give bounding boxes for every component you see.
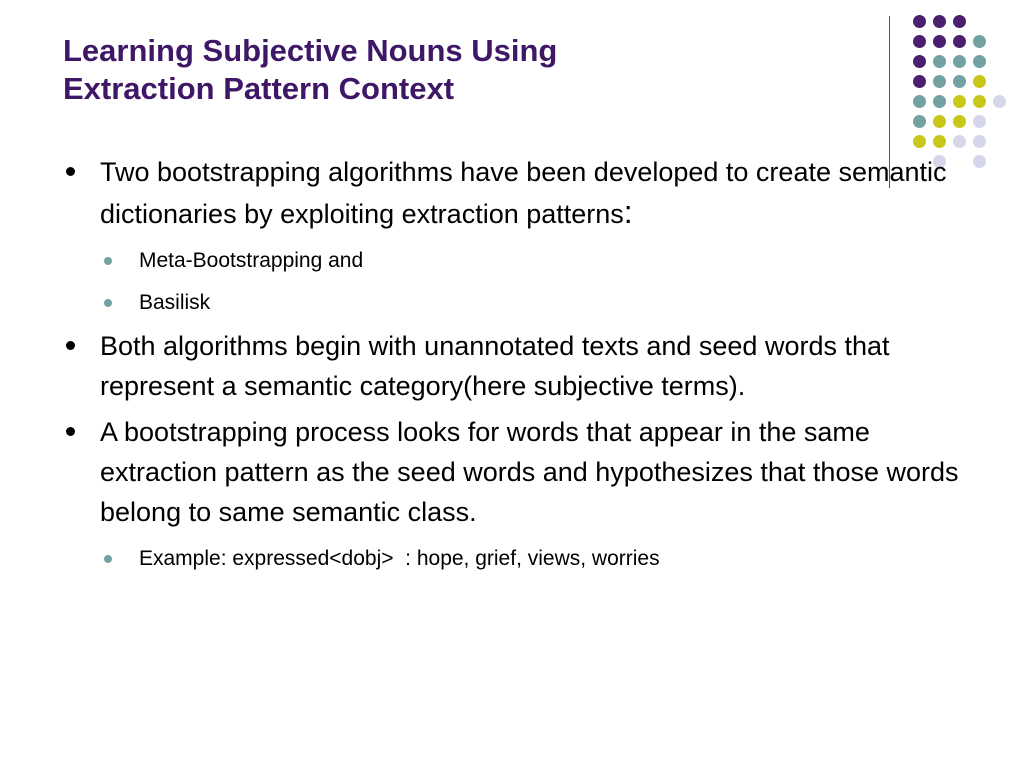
bullet-dot-icon (66, 427, 75, 436)
bullet-text: Both algorithms begin with unannotated texts and seed words that represent a semantic category(here subjective terms). (100, 331, 890, 401)
decorative-dot (973, 115, 986, 128)
decorative-dot (933, 115, 946, 128)
sub-bullet-text: Basilisk (139, 291, 211, 314)
slide-body (66, 152, 966, 580)
bullet-item (66, 412, 966, 532)
decorative-dot (973, 75, 986, 88)
decorative-dot (973, 35, 986, 48)
slide-title-line-1: Learning Subjective Nouns Using (63, 33, 558, 68)
decorative-dot (913, 55, 926, 68)
bullet-item (66, 152, 966, 234)
decorative-dot (933, 55, 946, 68)
decorative-dot (933, 135, 946, 148)
bullet-text: Two bootstrapping algorithms have been developed to create semantic dictionaries by exploiting extraction patterns (100, 157, 947, 229)
decorative-dot (933, 95, 946, 108)
decorative-dot (973, 135, 986, 148)
bullet-item (66, 326, 966, 406)
bullet-dot-icon (66, 167, 75, 176)
slide-title (63, 32, 843, 108)
decorative-dot (913, 15, 926, 28)
decorative-dot (913, 35, 926, 48)
sub-bullet-dot-icon (104, 555, 112, 563)
decorative-dot (953, 35, 966, 48)
decorative-dot (953, 75, 966, 88)
decorative-dot (993, 95, 1006, 108)
sub-bullet-item (66, 240, 966, 282)
decorative-dot (973, 155, 986, 168)
decorative-dot (913, 75, 926, 88)
bullet-text: A bootstrapping process looks for words that appear in the same extraction pattern as the seed words and hypothesizes that those words belong to same semantic class. (100, 417, 959, 527)
decorative-dot (933, 75, 946, 88)
sub-bullet-text: Meta-Bootstrapping and (139, 249, 364, 272)
sub-bullet-text: Example: expressed<dobj> : hope, grief, views, worries (139, 547, 660, 570)
decorative-dot (973, 95, 986, 108)
bullet-colon: : (623, 194, 633, 230)
decorative-dot (913, 115, 926, 128)
sub-bullet-item (66, 538, 966, 580)
bullet-dot-icon (66, 341, 75, 350)
decorative-dot (953, 115, 966, 128)
decorative-dot (973, 55, 986, 68)
sub-bullet-item (66, 282, 966, 324)
decorative-dot (953, 55, 966, 68)
decorative-dot (933, 15, 946, 28)
decorative-dot (913, 95, 926, 108)
sub-bullet-dot-icon (104, 299, 112, 307)
decorative-dot (933, 35, 946, 48)
decorative-dot (953, 95, 966, 108)
decorative-dot (913, 135, 926, 148)
slide-title-line-2: Extraction Pattern Context (63, 71, 455, 106)
decorative-dot (953, 15, 966, 28)
sub-bullet-dot-icon (104, 257, 112, 265)
decorative-dot (953, 135, 966, 148)
decorative-dot-grid (908, 14, 1008, 164)
